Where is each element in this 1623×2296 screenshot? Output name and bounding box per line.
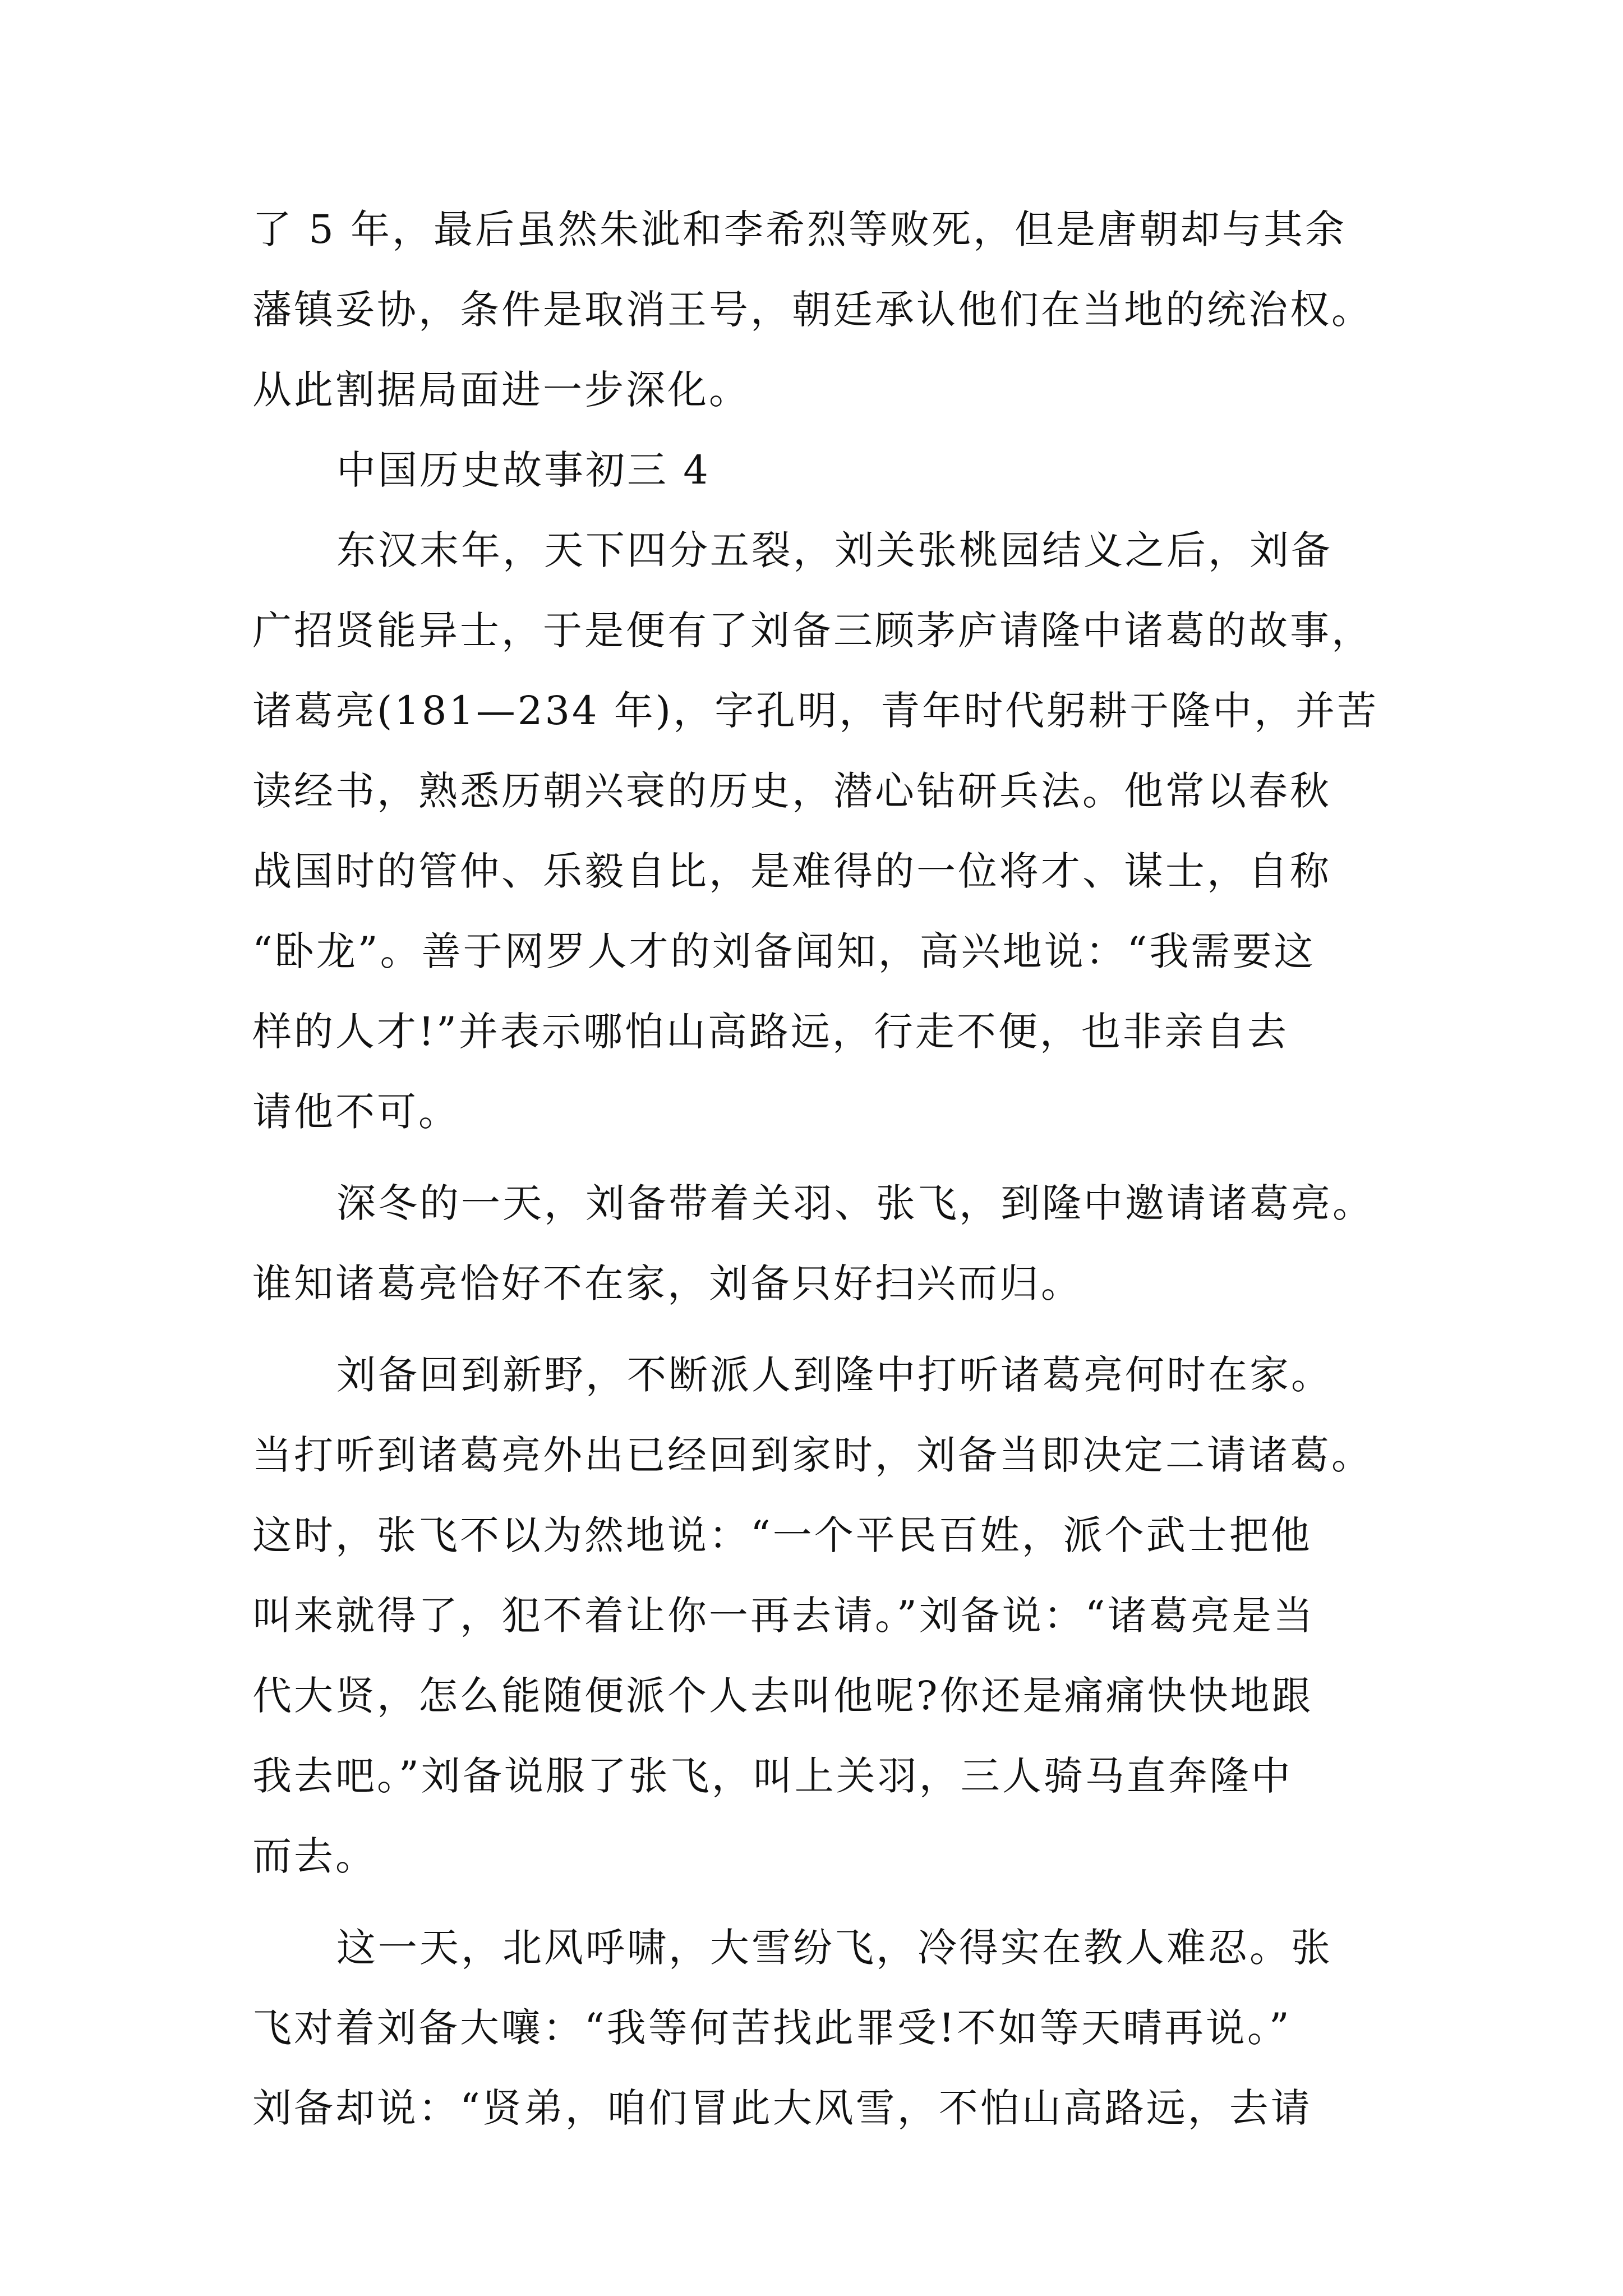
text-line: 代大贤，怎么能随便派个人去叫他呢?你还是痛痛快快地跟 — [252, 1673, 1313, 1719]
text-line: 从此割据局面进一步深化。 — [252, 367, 750, 413]
text-line: 藩镇妥协，条件是取消王号，朝廷承认他们在当地的统治权。 — [252, 287, 1373, 333]
text-line: 战国时的管仲、乐毅自比，是难得的一位将才、谋士，自称 — [252, 848, 1331, 894]
text-line: 请他不可。 — [252, 1089, 460, 1135]
text-line: 而去。 — [252, 1833, 377, 1879]
body-text — [252, 190, 1379, 2148]
text-line: 东汉末年，天下四分五裂，刘关张桃园结义之后，刘备 — [336, 527, 1332, 573]
text-line: 当打听到诸葛亮外出已经回到家时，刘备当即决定二请诸葛。 — [252, 1432, 1373, 1478]
text-line: 这时，张飞不以为然地说：“一个平民百姓，派个武士把他 — [252, 1512, 1312, 1558]
text-line: 了 5 年，最后虽然朱泚和李希烈等败死，但是唐朝却与其余 — [252, 206, 1347, 252]
heading-line: 中国历史故事初三 4 — [336, 447, 711, 493]
text-line: 样的人才!”并表示哪怕山高路远，行走不便，也非亲自去 — [252, 1009, 1289, 1055]
paragraph-first-visit — [252, 1163, 1374, 1324]
text-line: 这一天，北风呼啸，大雪纷飞，冷得实在教人难忍。张 — [336, 1925, 1332, 1971]
paragraph-intro — [252, 510, 1379, 1152]
text-line: 谁知诸葛亮恰好不在家，刘备只好扫兴而归。 — [252, 1260, 1082, 1306]
text-line: 飞对着刘备大嚷：“我等何苦找此罪受!不如等天晴再说。” — [252, 2005, 1292, 2051]
paragraph-continuation — [252, 190, 1371, 430]
text-line: 叫来就得了，犯不着让你一再去请。”刘备说：“诸葛亮是当 — [252, 1593, 1315, 1639]
text-line: 读经书，熟悉历朝兴衰的历史，潜心钻研兵法。他常以春秋 — [252, 768, 1331, 814]
text-line: “卧龙”。善于网罗人才的刘备闻知，高兴地说：“我需要这 — [252, 928, 1316, 974]
text-line: 刘备却说：“贤弟，咱们冒此大风雪，不怕山高路远，去请 — [252, 2085, 1312, 2131]
text-line: 我去吧。”刘备说服了张飞，叫上关羽，三人骑马直奔隆中 — [252, 1753, 1293, 1799]
paragraph-snow — [252, 1908, 1371, 2148]
paragraph-second-visit — [252, 1335, 1371, 1897]
text-line: 广招贤能异士，于是便有了刘备三顾茅庐请隆中诸葛的故事， — [252, 608, 1373, 654]
section-heading — [252, 430, 1371, 510]
text-line: 深冬的一天，刘备带着关羽、张飞，到隆中邀请诸葛亮。 — [336, 1180, 1374, 1226]
text-line: 刘备回到新野，不断派人到隆中打听诸葛亮何时在家。 — [336, 1352, 1332, 1398]
text-line: 诸葛亮(181—234 年)，字孔明，青年时代躬耕于隆中，并苦 — [252, 688, 1379, 734]
